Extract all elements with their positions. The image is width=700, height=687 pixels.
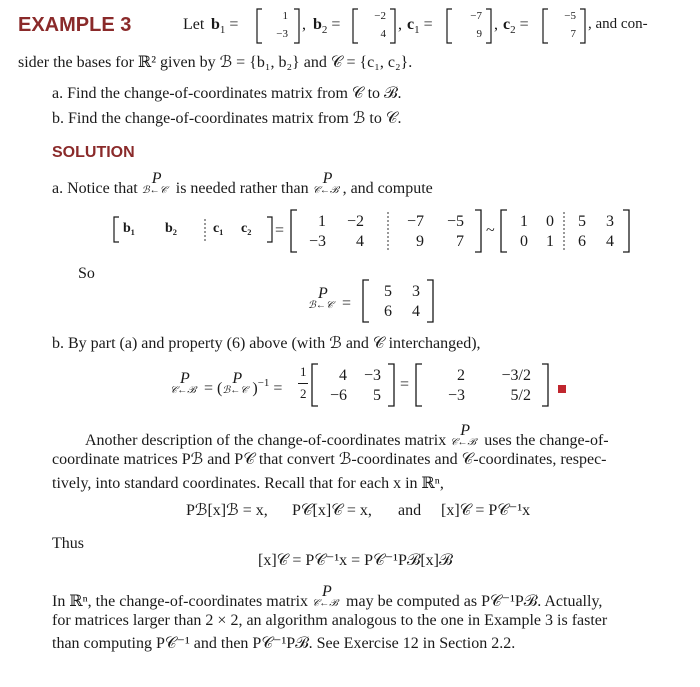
result-cell: 4	[412, 303, 420, 320]
red-cell: 4	[606, 233, 614, 250]
red-cell: 5	[578, 213, 586, 230]
red-cell: 6	[578, 233, 586, 250]
header-b1: b₁	[123, 221, 135, 236]
qed-icon	[558, 381, 566, 397]
aug-cell: −7	[406, 213, 424, 230]
result-b-matrix	[415, 362, 549, 408]
aug-cell: −2	[346, 213, 364, 230]
header-c1: c₁	[213, 221, 224, 236]
result-matrix	[362, 278, 434, 324]
aug-cell: 4	[356, 233, 364, 250]
b1-label: $b_1$ =	[211, 16, 239, 36]
res-cell: −3/2	[501, 367, 531, 384]
thus-text: Thus	[52, 535, 84, 552]
result-cell: 6	[384, 303, 392, 320]
result-cell: 3	[412, 283, 420, 300]
inv-cell: −6	[329, 387, 347, 404]
b1-entry-top: 1	[282, 10, 288, 22]
aug-cell: 9	[416, 233, 424, 250]
red-cell: 3	[606, 213, 614, 230]
aug-cell: 7	[456, 233, 464, 250]
p-c-from-b: P 𝒞←ℬ	[312, 170, 339, 196]
inv-cell: 4	[339, 367, 347, 384]
c2-entry-bottom: 7	[570, 28, 576, 40]
so-text: So	[78, 265, 95, 282]
eq1-part3: [x]𝒞 = P𝒞⁻¹x	[441, 502, 531, 519]
red-cell: 0	[546, 213, 554, 230]
res-cell: 2	[457, 367, 465, 384]
inv-cell: −3	[363, 367, 381, 384]
c1-label: $c_1$ =	[407, 16, 433, 36]
para1-line1: Another description of the change-of-coordinates matrix P 𝒞←ℬ uses the change-of-	[85, 422, 609, 449]
para2-line3: than computing P𝒞⁻¹ and then P𝒞⁻¹Pℬ. See Exercise 12 in Section 2.2.	[52, 635, 516, 652]
para1-line3: tively, into standard coordinates. Recall that for each x in ℝⁿ,	[52, 475, 444, 492]
b2-vector	[352, 8, 396, 44]
c2-vector	[542, 8, 586, 44]
aug-cell: −5	[446, 213, 464, 230]
c1-entry-top: −7	[470, 10, 482, 22]
para2-line1: In ℝⁿ, the change-of-coordinates matrix P 𝒞←ℬ may be computed as P𝒞⁻¹Pℬ. Actually,	[52, 583, 603, 610]
frac-num: 1	[300, 364, 307, 379]
b2-label: $b_2$ =	[313, 16, 341, 36]
header-b2: b₂	[165, 221, 177, 236]
part-b-equation: P 𝒞←ℬ = ( P ℬ←𝒞 )$^{-1}$ =	[170, 370, 283, 397]
reduced-matrix	[500, 208, 630, 254]
and-con-text: , and con-	[588, 16, 648, 32]
b2-entry-bottom: 4	[380, 28, 386, 40]
res-cell: 5/2	[510, 387, 531, 404]
solution-heading: SOLUTION	[52, 144, 135, 161]
c2-label: $c_2$ =	[503, 16, 529, 36]
item-b: b. Find the change-of-coordinates matrix from ℬ to 𝒞.	[52, 110, 402, 127]
c1-entry-bottom: 9	[476, 28, 482, 40]
eq2: [x]𝒞 = P𝒞⁻¹x = P𝒞⁻¹Pℬ[x]ℬ	[258, 552, 453, 569]
part-a-sentence: a. Notice that P ℬ←𝒞 is needed rather than P 𝒞←ℬ , and compute	[52, 170, 433, 197]
result-cell: 5	[384, 283, 392, 300]
b1-vector	[256, 8, 300, 44]
p-b-from-c: P ℬ←𝒞	[141, 170, 167, 196]
b2-entry-top: −2	[374, 10, 386, 22]
augmented-matrix	[290, 208, 482, 254]
inv-cell: 5	[373, 387, 381, 404]
res-cell: −3	[447, 387, 465, 404]
red-cell: 0	[520, 233, 528, 250]
frac-den: 2	[300, 386, 307, 401]
eq1-and: and	[398, 502, 422, 519]
example-label: EXAMPLE 3	[18, 14, 132, 36]
p-b-from-c-result: P ℬ←𝒞 =	[308, 285, 352, 312]
frac-bar	[298, 383, 308, 384]
bracket-icon	[362, 278, 434, 324]
red-cell: 1	[520, 213, 528, 230]
aug-cell: 1	[318, 213, 326, 230]
b1-entry-bottom: −3	[276, 28, 288, 40]
aug-cell: −3	[308, 233, 326, 250]
eq1-part1: Pℬ[x]ℬ = x,	[186, 502, 268, 519]
item-a: a. Find the change-of-coordinates matrix from 𝒞 to ℬ.	[52, 85, 402, 102]
inverse-matrix	[311, 362, 395, 408]
let-text: Let	[183, 16, 205, 33]
para2-line2: for matrices larger than 2 × 2, an algorithm analogous to the one in Example 3 is faster	[52, 612, 608, 629]
c1-vector	[446, 8, 492, 44]
part-b-sentence: b. By part (a) and property (6) above (with ℬ and 𝒞 interchanged),	[52, 335, 481, 352]
header-c2: c₂	[241, 221, 252, 236]
para1-line2: coordinate matrices Pℬ and P𝒞 that convert ℬ-coordinates and 𝒞-coordinates, respec-	[52, 451, 607, 468]
c2-entry-top: −5	[564, 10, 576, 22]
augmented-header	[113, 215, 273, 245]
problem-line-2: sider the bases for ℝ² given by ℬ = {b₁, b₂} and 𝒞 = {c₁, c₂}.	[18, 54, 413, 71]
eq1-part2: P𝒞[x]𝒞 = x,	[292, 502, 372, 519]
tilde: ~	[486, 222, 495, 239]
red-cell: 1	[546, 233, 554, 250]
